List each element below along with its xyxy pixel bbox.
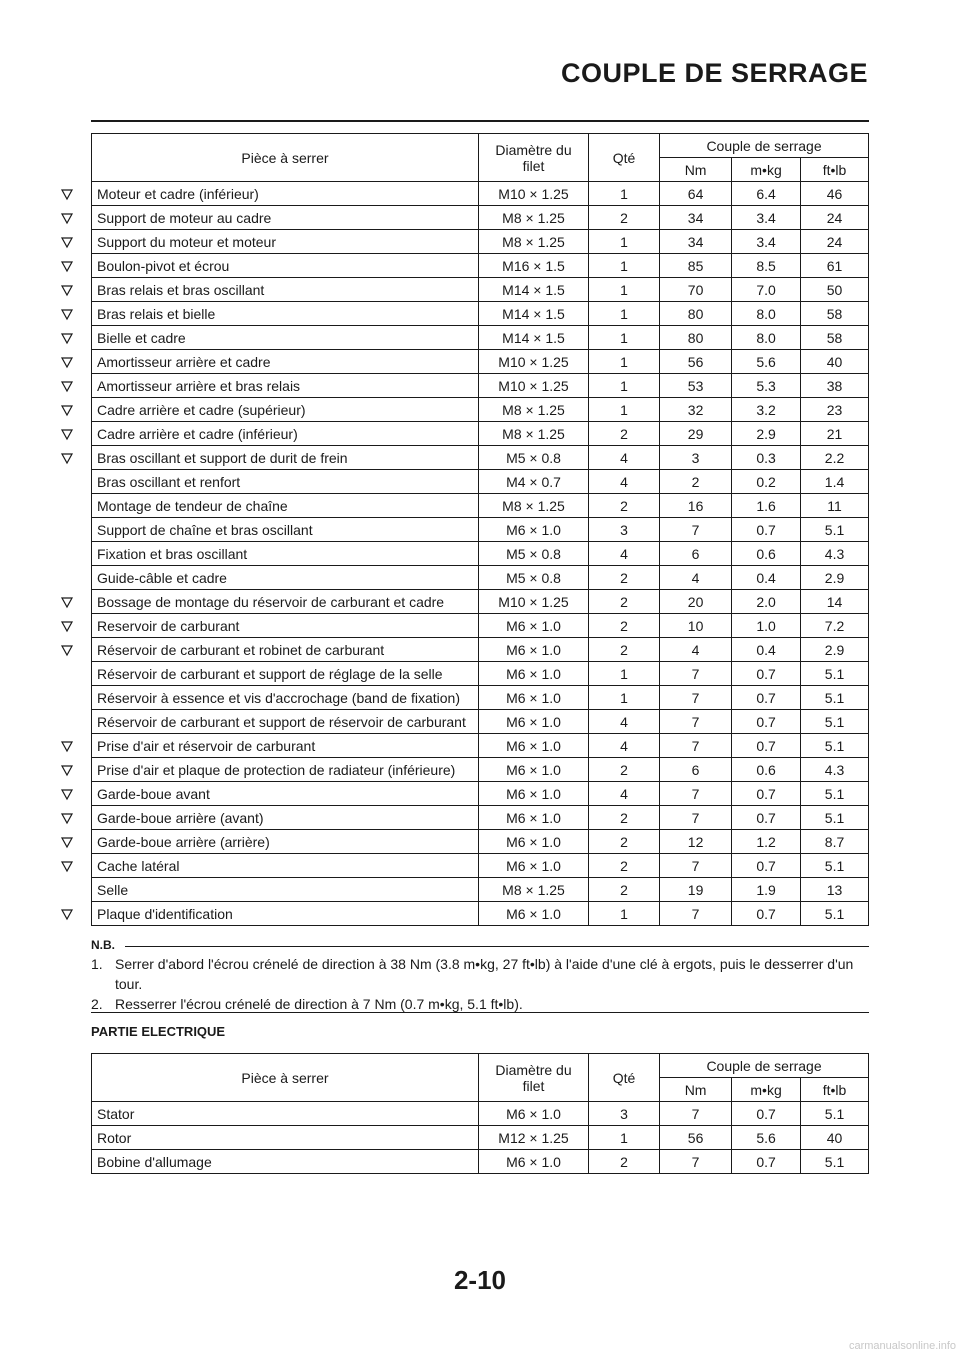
row-nm: 56	[660, 1126, 732, 1150]
row-ftlb: 2.9	[801, 638, 869, 662]
table-row	[92, 254, 869, 278]
table-row	[92, 662, 869, 686]
row-nm: 10	[660, 614, 732, 638]
row-nm: 7	[660, 710, 732, 734]
row-ftlb: 11	[801, 494, 869, 518]
row-ftlb: 4.3	[801, 542, 869, 566]
table-row	[92, 686, 869, 710]
row-mkg: 3.4	[732, 206, 801, 230]
table-row	[92, 182, 869, 206]
row-nm: 20	[660, 590, 732, 614]
row-ftlb: 21	[801, 422, 869, 446]
row-part: Bras oscillant et renfort	[92, 470, 479, 494]
row-mkg: 0.7	[732, 854, 801, 878]
row-mkg: 2.9	[732, 422, 801, 446]
row-diameter: M14 × 1.5	[478, 302, 588, 326]
row-part: Support de moteur au cadre	[92, 206, 479, 230]
row-ftlb: 50	[801, 278, 869, 302]
row-part: Prise d'air et plaque de protection de radiateur (inférieure)	[92, 758, 479, 782]
row-diameter: M6 × 1.0	[478, 518, 588, 542]
header-mkg: m•kg	[732, 158, 801, 182]
row-nm: 12	[660, 830, 732, 854]
table-row	[92, 806, 869, 830]
row-part: Reservoir de carburant	[92, 614, 479, 638]
row-mkg: 8.5	[732, 254, 801, 278]
row-diameter: M6 × 1.0	[478, 854, 588, 878]
row-ftlb: 1.4	[801, 470, 869, 494]
row-mkg: 2.0	[732, 590, 801, 614]
triangle-marker-icon	[60, 787, 74, 801]
row-nm: 7	[660, 902, 732, 926]
header-ftlb: ft•lb	[801, 1078, 869, 1102]
row-qty: 2	[589, 878, 660, 902]
row-nm: 70	[660, 278, 732, 302]
row-part: Réservoir à essence et vis d'accrochage (band de fixation)	[92, 686, 479, 710]
table-row	[92, 518, 869, 542]
row-qty: 1	[589, 662, 660, 686]
row-ftlb: 5.1	[801, 902, 869, 926]
triangle-marker-icon	[60, 355, 74, 369]
note-item-text: Resserrer l'écrou crénelé de direction à 7 Nm (0.7 m•kg, 5.1 ft•lb).	[115, 996, 523, 1012]
table-row	[92, 1150, 869, 1174]
triangle-marker-icon	[60, 835, 74, 849]
electrical-table-body	[92, 1102, 869, 1174]
note-item-number: 1.	[91, 956, 103, 972]
row-mkg: 1.9	[732, 878, 801, 902]
row-part: Support de chaîne et bras oscillant	[92, 518, 479, 542]
triangle-marker-icon	[60, 427, 74, 441]
row-mkg: 0.7	[732, 1102, 801, 1126]
row-diameter: M4 × 0.7	[478, 470, 588, 494]
row-nm: 4	[660, 638, 732, 662]
row-diameter: M10 × 1.25	[478, 182, 588, 206]
electrical-torque-table	[91, 1053, 869, 1174]
row-nm: 7	[660, 806, 732, 830]
row-part: Plaque d'identification	[92, 902, 479, 926]
table-row	[92, 638, 869, 662]
row-ftlb: 23	[801, 398, 869, 422]
row-ftlb: 40	[801, 1126, 869, 1150]
note-rule	[125, 946, 869, 947]
row-qty: 2	[589, 614, 660, 638]
row-mkg: 0.4	[732, 638, 801, 662]
triangle-marker-icon	[60, 907, 74, 921]
page-number: 2-10	[453, 1265, 507, 1295]
row-ftlb: 13	[801, 878, 869, 902]
row-nm: 7	[660, 1150, 732, 1174]
row-nm: 29	[660, 422, 732, 446]
row-mkg: 8.0	[732, 302, 801, 326]
row-qty: 2	[589, 806, 660, 830]
row-ftlb: 14	[801, 590, 869, 614]
triangle-marker-icon	[60, 859, 74, 873]
row-ftlb: 5.1	[801, 1150, 869, 1174]
row-nm: 6	[660, 758, 732, 782]
row-nm: 7	[660, 518, 732, 542]
row-qty: 3	[589, 1102, 660, 1126]
row-mkg: 7.0	[732, 278, 801, 302]
note-item-text: Serrer d'abord l'écrou crénelé de direction à 38 Nm (3.8 m•kg, 27 ft•lb) à l'aide d'une clé à ergots, puis le desserrer d'un tour.	[115, 956, 854, 992]
row-diameter: M5 × 0.8	[478, 446, 588, 470]
header-diameter: Diamètre du filet	[478, 1054, 588, 1102]
note-item-number: 2.	[91, 996, 103, 1012]
row-diameter: M6 × 1.0	[478, 806, 588, 830]
row-diameter: M8 × 1.25	[478, 494, 588, 518]
row-part: Selle	[92, 878, 479, 902]
triangle-marker-icon	[60, 739, 74, 753]
row-part: Réservoir de carburant et support de réservoir de carburant	[92, 710, 479, 734]
row-diameter: M6 × 1.0	[478, 1150, 588, 1174]
row-nm: 19	[660, 878, 732, 902]
row-qty: 3	[589, 518, 660, 542]
row-part: Prise d'air et réservoir de carburant	[92, 734, 479, 758]
triangle-marker-icon	[60, 235, 74, 249]
row-qty: 4	[589, 710, 660, 734]
triangle-marker-icon	[60, 259, 74, 273]
row-ftlb: 5.1	[801, 518, 869, 542]
triangle-marker-icon	[60, 451, 74, 465]
row-nm: 16	[660, 494, 732, 518]
row-qty: 1	[589, 350, 660, 374]
row-diameter: M6 × 1.0	[478, 782, 588, 806]
row-mkg: 1.6	[732, 494, 801, 518]
row-diameter: M8 × 1.25	[478, 878, 588, 902]
row-qty: 1	[589, 398, 660, 422]
table-row	[92, 758, 869, 782]
row-mkg: 3.4	[732, 230, 801, 254]
row-qty: 1	[589, 1126, 660, 1150]
row-part: Réservoir de carburant et support de réglage de la selle	[92, 662, 479, 686]
row-qty: 1	[589, 326, 660, 350]
table-row	[92, 542, 869, 566]
triangle-marker-icon	[60, 403, 74, 417]
row-part: Réservoir de carburant et robinet de carburant	[92, 638, 479, 662]
row-nm: 80	[660, 326, 732, 350]
row-qty: 1	[589, 182, 660, 206]
row-part: Guide-câble et cadre	[92, 566, 479, 590]
row-mkg: 0.6	[732, 542, 801, 566]
row-diameter: M6 × 1.0	[478, 830, 588, 854]
row-mkg: 6.4	[732, 182, 801, 206]
table-row	[92, 278, 869, 302]
row-qty: 1	[589, 902, 660, 926]
row-part: Cadre arrière et cadre (supérieur)	[92, 398, 479, 422]
row-qty: 2	[589, 566, 660, 590]
row-ftlb: 2.2	[801, 446, 869, 470]
row-mkg: 0.7	[732, 1150, 801, 1174]
row-diameter: M6 × 1.0	[478, 1102, 588, 1126]
row-ftlb: 24	[801, 230, 869, 254]
row-diameter: M6 × 1.0	[478, 662, 588, 686]
table-row	[92, 350, 869, 374]
row-ftlb: 40	[801, 350, 869, 374]
row-part: Garde-boue arrière (arrière)	[92, 830, 479, 854]
triangle-marker-icon	[60, 283, 74, 297]
triangle-marker-icon	[60, 307, 74, 321]
row-mkg: 8.0	[732, 326, 801, 350]
row-nm: 53	[660, 374, 732, 398]
header-diameter: Diamètre du filet	[478, 134, 588, 182]
table-row	[92, 566, 869, 590]
row-nm: 4	[660, 566, 732, 590]
table-row	[92, 206, 869, 230]
row-mkg: 1.2	[732, 830, 801, 854]
row-qty: 4	[589, 734, 660, 758]
header-torque: Couple de serrage	[660, 134, 869, 158]
table-row	[92, 326, 869, 350]
row-nm: 64	[660, 182, 732, 206]
row-diameter: M10 × 1.25	[478, 350, 588, 374]
row-diameter: M16 × 1.5	[478, 254, 588, 278]
row-qty: 2	[589, 206, 660, 230]
row-part: Bielle et cadre	[92, 326, 479, 350]
note-label: N.B.	[91, 938, 115, 952]
table-row	[92, 374, 869, 398]
row-ftlb: 38	[801, 374, 869, 398]
row-qty: 1	[589, 302, 660, 326]
row-qty: 2	[589, 422, 660, 446]
header-part: Pièce à serrer	[92, 1054, 479, 1102]
header-nm: Nm	[660, 1078, 732, 1102]
row-ftlb: 5.1	[801, 782, 869, 806]
row-diameter: M10 × 1.25	[478, 374, 588, 398]
table-row	[92, 614, 869, 638]
row-nm: 7	[660, 662, 732, 686]
row-diameter: M14 × 1.5	[478, 326, 588, 350]
row-diameter: M8 × 1.25	[478, 206, 588, 230]
table-row	[92, 302, 869, 326]
row-part: Bras relais et bras oscillant	[92, 278, 479, 302]
row-diameter: M6 × 1.0	[478, 614, 588, 638]
row-qty: 2	[589, 758, 660, 782]
row-qty: 1	[589, 230, 660, 254]
row-ftlb: 5.1	[801, 734, 869, 758]
row-nm: 7	[660, 782, 732, 806]
row-ftlb: 5.1	[801, 686, 869, 710]
row-nm: 6	[660, 542, 732, 566]
row-part: Amortisseur arrière et bras relais	[92, 374, 479, 398]
row-part: Stator	[92, 1102, 479, 1126]
row-mkg: 0.7	[732, 686, 801, 710]
row-qty: 2	[589, 590, 660, 614]
row-part: Garde-boue arrière (avant)	[92, 806, 479, 830]
table-row	[92, 494, 869, 518]
row-mkg: 0.7	[732, 518, 801, 542]
row-qty: 4	[589, 542, 660, 566]
row-ftlb: 24	[801, 206, 869, 230]
row-qty: 1	[589, 374, 660, 398]
row-part: Amortisseur arrière et cadre	[92, 350, 479, 374]
row-ftlb: 5.1	[801, 1102, 869, 1126]
row-part: Boulon-pivot et écrou	[92, 254, 479, 278]
section-heading-electrical: PARTIE ELECTRIQUE	[91, 1024, 226, 1039]
table-row	[92, 782, 869, 806]
row-mkg: 0.7	[732, 902, 801, 926]
row-nm: 85	[660, 254, 732, 278]
row-nm: 56	[660, 350, 732, 374]
row-diameter: M6 × 1.0	[478, 638, 588, 662]
row-diameter: M6 × 1.0	[478, 686, 588, 710]
header-rule	[91, 120, 869, 122]
triangle-marker-icon	[60, 763, 74, 777]
table-row	[92, 422, 869, 446]
row-diameter: M5 × 0.8	[478, 566, 588, 590]
row-mkg: 0.7	[732, 710, 801, 734]
row-nm: 7	[660, 854, 732, 878]
row-diameter: M6 × 1.0	[478, 758, 588, 782]
note-bottom-rule	[91, 1012, 869, 1013]
row-part: Cadre arrière et cadre (inférieur)	[92, 422, 479, 446]
row-nm: 32	[660, 398, 732, 422]
row-ftlb: 4.3	[801, 758, 869, 782]
row-part: Fixation et bras oscillant	[92, 542, 479, 566]
row-diameter: M6 × 1.0	[478, 734, 588, 758]
row-part: Cache latéral	[92, 854, 479, 878]
row-ftlb: 7.2	[801, 614, 869, 638]
row-diameter: M14 × 1.5	[478, 278, 588, 302]
table-row	[92, 1102, 869, 1126]
row-ftlb: 5.1	[801, 662, 869, 686]
row-ftlb: 58	[801, 326, 869, 350]
torque-table	[91, 133, 869, 926]
header-ftlb: ft•lb	[801, 158, 869, 182]
row-nm: 2	[660, 470, 732, 494]
table-row	[92, 854, 869, 878]
row-part: Moteur et cadre (inférieur)	[92, 182, 479, 206]
table-row	[92, 734, 869, 758]
row-diameter: M8 × 1.25	[478, 398, 588, 422]
row-qty: 4	[589, 446, 660, 470]
triangle-marker-icon	[60, 811, 74, 825]
row-mkg: 1.0	[732, 614, 801, 638]
row-diameter: M5 × 0.8	[478, 542, 588, 566]
row-part: Montage de tendeur de chaîne	[92, 494, 479, 518]
row-nm: 7	[660, 1102, 732, 1126]
row-mkg: 0.3	[732, 446, 801, 470]
row-mkg: 0.6	[732, 758, 801, 782]
header-part: Pièce à serrer	[92, 134, 479, 182]
row-mkg: 0.7	[732, 782, 801, 806]
row-mkg: 0.2	[732, 470, 801, 494]
table-row	[92, 590, 869, 614]
table-row	[92, 470, 869, 494]
header-qty: Qté	[589, 134, 660, 182]
table-row	[92, 902, 869, 926]
row-mkg: 0.7	[732, 806, 801, 830]
row-part: Support du moteur et moteur	[92, 230, 479, 254]
row-diameter: M10 × 1.25	[478, 590, 588, 614]
row-nm: 3	[660, 446, 732, 470]
row-qty: 1	[589, 686, 660, 710]
watermark: carmanualsonline.info	[848, 1340, 956, 1352]
row-part: Bossage de montage du réservoir de carburant et cadre	[92, 590, 479, 614]
row-mkg: 3.2	[732, 398, 801, 422]
row-part: Bras relais et bielle	[92, 302, 479, 326]
header-qty: Qté	[589, 1054, 660, 1102]
row-ftlb: 2.9	[801, 566, 869, 590]
row-diameter: M6 × 1.0	[478, 710, 588, 734]
row-ftlb: 8.7	[801, 830, 869, 854]
row-qty: 2	[589, 830, 660, 854]
row-ftlb: 58	[801, 302, 869, 326]
row-qty: 4	[589, 782, 660, 806]
row-qty: 1	[589, 278, 660, 302]
row-ftlb: 61	[801, 254, 869, 278]
triangle-marker-icon	[60, 331, 74, 345]
table-row	[92, 230, 869, 254]
triangle-marker-icon	[60, 643, 74, 657]
table-row	[92, 878, 869, 902]
row-mkg: 5.6	[732, 1126, 801, 1150]
table-row	[92, 1126, 869, 1150]
row-mkg: 5.6	[732, 350, 801, 374]
row-part: Garde-boue avant	[92, 782, 479, 806]
row-qty: 2	[589, 1150, 660, 1174]
row-part: Bras oscillant et support de durit de frein	[92, 446, 479, 470]
row-mkg: 5.3	[732, 374, 801, 398]
triangle-marker-icon	[60, 619, 74, 633]
triangle-marker-icon	[60, 379, 74, 393]
page-title: COUPLE DE SERRAGE	[560, 58, 868, 88]
header-torque: Couple de serrage	[660, 1054, 869, 1078]
header-nm: Nm	[660, 158, 732, 182]
table-row	[92, 398, 869, 422]
row-qty: 2	[589, 494, 660, 518]
row-qty: 2	[589, 638, 660, 662]
row-diameter: M12 × 1.25	[478, 1126, 588, 1150]
row-qty: 1	[589, 254, 660, 278]
header-mkg: m•kg	[732, 1078, 801, 1102]
row-nm: 80	[660, 302, 732, 326]
row-ftlb: 46	[801, 182, 869, 206]
triangle-marker-icon	[60, 211, 74, 225]
table-row	[92, 830, 869, 854]
row-nm: 7	[660, 686, 732, 710]
table-row	[92, 446, 869, 470]
row-part: Bobine d'allumage	[92, 1150, 479, 1174]
row-diameter: M8 × 1.25	[478, 422, 588, 446]
row-mkg: 0.4	[732, 566, 801, 590]
row-diameter: M8 × 1.25	[478, 230, 588, 254]
row-ftlb: 5.1	[801, 854, 869, 878]
row-qty: 4	[589, 470, 660, 494]
row-part: Rotor	[92, 1126, 479, 1150]
triangle-marker-icon	[60, 187, 74, 201]
table-row	[92, 710, 869, 734]
row-ftlb: 5.1	[801, 806, 869, 830]
row-qty: 2	[589, 854, 660, 878]
triangle-marker-icon	[60, 595, 74, 609]
torque-table-body	[92, 182, 869, 926]
row-nm: 34	[660, 206, 732, 230]
row-nm: 7	[660, 734, 732, 758]
row-diameter: M6 × 1.0	[478, 902, 588, 926]
row-ftlb: 5.1	[801, 710, 869, 734]
row-nm: 34	[660, 230, 732, 254]
row-mkg: 0.7	[732, 734, 801, 758]
row-mkg: 0.7	[732, 662, 801, 686]
